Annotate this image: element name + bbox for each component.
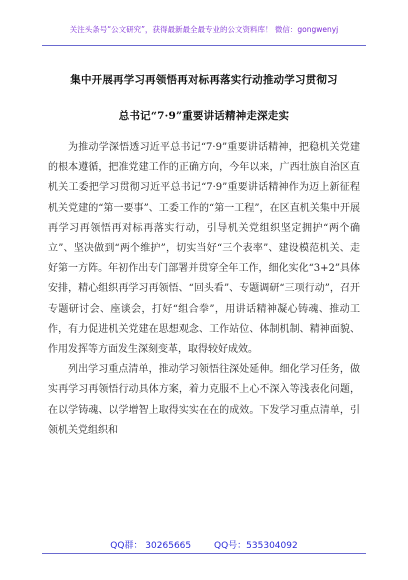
footer-divider — [42, 553, 366, 554]
header-divider — [42, 45, 366, 46]
promo-banner: 关注头条号“公文研究”，获得最新最全最专业的公文资料库！ 微信：gongwenyj — [69, 25, 339, 34]
qq-number: QQ号：535304092 — [214, 541, 298, 551]
document-body — [48, 138, 360, 441]
document-title-line-1: 集中开展再学习再领悟再对标再落实行动推动学习贯彻习 — [70, 74, 338, 86]
footer-contact — [0, 538, 408, 551]
qq-group-number: QQ群： 30265665 — [110, 541, 192, 551]
paragraph-1: 为推动学深悟透习近平总书记“7·9”重要讲话精神，把稳机关党建的根本遵循，把准党建工作的正确方向，今年以来，广西壮族自治区直机关工委把学习贯彻习近平总书记“7·9”重要讲话精神作为迈上新征程机关党建的“第一要事”、工委工作的“第一工程”，在区直机关集中开展再学习再领悟再对标再落实行动，引导机关党组织坚定拥护“两个确立”、坚决做到“两个维护”，切实当好“三个表率”、建设模范机关、走好第一方阵。年初作出专门部署并贯穿全年工作，细化实化“3+2”具体安排，精心组织再学习再领悟、“回头看”、专题调研“三项行动”，召开专题研讨会、座谈会，打好“组合拳”，用讲话精神凝心铸魂、推动工作，有力促进机关党建在思想观念、工作站位、体制机制、精神面貌、作用发挥等方面发生深刻变革，取得较好成效。 — [48, 142, 360, 356]
document-title-line-2: 总书记“7·9”重要讲话精神走深走实 — [118, 110, 290, 122]
paragraph-2: 列出学习重点清单，推动学习领悟往深处延伸。细化学习任务，做实再学习再领悟行动具体方案，着力克服不上心不深入等浅表化问题，在以学铸魂、以学增智上取得实实在在的成效。下发学习重点清单，引领机关党组织和 — [48, 364, 360, 436]
